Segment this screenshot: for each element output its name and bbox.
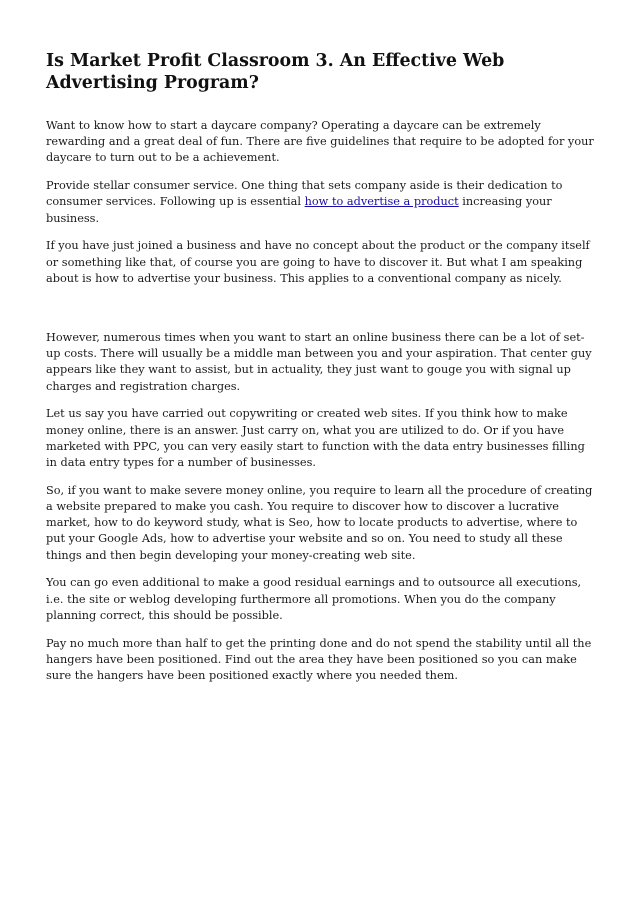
paragraph-8: Pay no much more than half to get the printing done and do not spend the stability until all the hangers have been positioned. Find out the area they have been positioned so you can make sure the hangers have been positioned exactly where you needed them. [46,636,592,683]
paragraph-5: Let us say you have carried out copywriting or created web sites. If you think how to make money online, there is an answer. Just carry on, what you are utilized to do. Or if you have marketed with PPC, you can very easily start to function with the data entry businesses filling in data entry types for a number of businesses. [46,407,585,470]
paragraph-1: Want to know how to start a daycare company? Operating a daycare can be extremely rewarding and a great deal of fun. There are five guidelines that require to be adopted for your daycare to turn out to be a achievement. [46,119,594,165]
paragraph-4: However, numerous times when you want to start an online business there can be a lot of set-up costs. There will usually be a middle man between you and your aspiration. That center guy appears like they want to assist, but in actuality, they just want to gouge you with signal up charges and registration charges. [46,331,592,393]
paragraph-6: So, if you want to make severe money online, you require to learn all the procedure of creating a website prepared to make you cash. You require to discover how to discover a lucrative market, how to do keyword study, what is Seo, how to locate products to advertise, where to put your Google Ads, how to advertise your website and so on. You need to study all these things and then begin developing your money-creating web site. [46,483,593,562]
advertise-product-link[interactable]: how to advertise a product [304,195,459,209]
paragraph-2 [46,178,594,227]
document-page [46,50,594,696]
page-title: Is Market Profit Classroom 3. An Effective Web Advertising Program? [46,51,505,93]
paragraph-3: If you have just joined a business and have no concept about the product or the company itself or something like that, of course you are going to have to discover it. But what I am speaking about is how to advertise your business. This applies to a conventional company as nicely. [46,239,590,285]
paragraph-2-after-link: increasing your business. [46,195,552,225]
paragraph-7: You can go even additional to make a good residual earnings and to outsource all executions, i.e. the site or weblog developing furthermore all promotions. When you do the company planning correct, this should be possible. [46,576,582,622]
paragraph-2-before-link: Provide stellar consumer service. One thing that sets company aside is their dedication to consumer services. Following up is essential [46,179,563,209]
